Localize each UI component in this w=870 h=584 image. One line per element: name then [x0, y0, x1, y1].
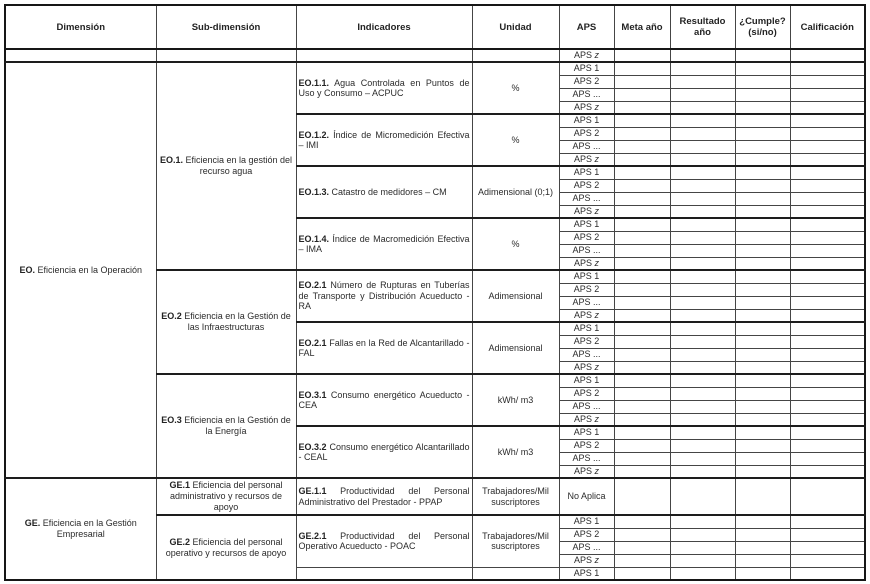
calificacion-cell	[790, 296, 865, 309]
subdimension-cell	[156, 49, 296, 62]
resultado-cell	[670, 49, 735, 62]
cumple-cell	[735, 49, 790, 62]
resultado-cell	[670, 374, 735, 387]
unit-cell: %	[472, 62, 559, 114]
aps-cell: APS 1	[559, 374, 614, 387]
calificacion-cell	[790, 426, 865, 439]
table-row	[5, 478, 865, 515]
aps-cell: APS 1	[559, 270, 614, 283]
calificacion-cell	[790, 166, 865, 179]
calificacion-cell	[790, 231, 865, 244]
aps-cell: APS 1	[559, 567, 614, 580]
cumple-cell	[735, 361, 790, 374]
meta-cell	[614, 192, 670, 205]
meta-cell	[614, 528, 670, 541]
aps-cell: APS z	[559, 554, 614, 567]
aps-cell: APS ...	[559, 400, 614, 413]
resultado-cell	[670, 567, 735, 580]
table-row	[5, 62, 865, 75]
meta-cell	[614, 257, 670, 270]
calificacion-cell	[790, 465, 865, 478]
subdimension-cell: EO.3 Eficiencia en la Gestión de la Energía	[156, 374, 296, 478]
meta-cell	[614, 439, 670, 452]
aps-cell: APS 1	[559, 114, 614, 127]
meta-cell	[614, 140, 670, 153]
resultado-cell	[670, 218, 735, 231]
calificacion-cell	[790, 348, 865, 361]
unit-cell	[472, 49, 559, 62]
aps-cell: APS 1	[559, 166, 614, 179]
meta-cell	[614, 127, 670, 140]
indicator-cell: EO.1.3. Catastro de medidores – CM	[296, 166, 472, 218]
unit-cell	[472, 567, 559, 580]
calificacion-cell	[790, 452, 865, 465]
indicator-cell: EO.3.1 Consumo energético Acueducto - CEA	[296, 374, 472, 426]
resultado-cell	[670, 75, 735, 88]
resultado-cell	[670, 114, 735, 127]
cumple-cell	[735, 452, 790, 465]
calificacion-cell	[790, 75, 865, 88]
resultado-cell	[670, 88, 735, 101]
unit-cell: Trabajadores/Mil suscriptores	[472, 515, 559, 567]
meta-cell	[614, 413, 670, 426]
cumple-cell	[735, 205, 790, 218]
meta-cell	[614, 270, 670, 283]
resultado-cell	[670, 335, 735, 348]
calificacion-cell	[790, 270, 865, 283]
resultado-cell	[670, 283, 735, 296]
unit-cell: Adimensional	[472, 322, 559, 374]
meta-cell	[614, 309, 670, 322]
resultado-cell	[670, 192, 735, 205]
cumple-cell	[735, 270, 790, 283]
calificacion-cell	[790, 439, 865, 452]
unit-cell: kWh/ m3	[472, 426, 559, 478]
aps-cell: APS z	[559, 153, 614, 166]
calificacion-cell	[790, 567, 865, 580]
resultado-cell	[670, 413, 735, 426]
meta-cell	[614, 218, 670, 231]
calificacion-cell	[790, 387, 865, 400]
meta-cell	[614, 244, 670, 257]
resultado-cell	[670, 62, 735, 75]
resultado-cell	[670, 257, 735, 270]
indicator-cell: EO.1.4. Índice de Macromedición Efectiva – IMA	[296, 218, 472, 270]
resultado-cell	[670, 205, 735, 218]
aps-cell: APS 2	[559, 283, 614, 296]
meta-cell	[614, 387, 670, 400]
cumple-cell	[735, 465, 790, 478]
meta-cell	[614, 296, 670, 309]
aps-cell: APS z	[559, 49, 614, 62]
cumple-cell	[735, 140, 790, 153]
resultado-cell	[670, 348, 735, 361]
meta-cell	[614, 114, 670, 127]
resultado-cell	[670, 166, 735, 179]
meta-cell	[614, 554, 670, 567]
resultado-cell	[670, 554, 735, 567]
calificacion-cell	[790, 101, 865, 114]
indicator-cell: EO.2.1 Número de Rupturas en Tuberías de Transporte y Distribución Acueducto - RA	[296, 270, 472, 322]
aps-cell: APS z	[559, 205, 614, 218]
cumple-cell	[735, 179, 790, 192]
resultado-cell	[670, 426, 735, 439]
calificacion-cell	[790, 244, 865, 257]
aps-cell: APS 2	[559, 127, 614, 140]
aps-cell: APS z	[559, 309, 614, 322]
resultado-cell	[670, 127, 735, 140]
resultado-cell	[670, 528, 735, 541]
cumple-cell	[735, 88, 790, 101]
calificacion-cell	[790, 554, 865, 567]
calificacion-cell	[790, 361, 865, 374]
meta-cell	[614, 205, 670, 218]
cumple-cell	[735, 257, 790, 270]
cumple-cell	[735, 244, 790, 257]
meta-cell	[614, 62, 670, 75]
resultado-cell	[670, 179, 735, 192]
calificacion-cell	[790, 192, 865, 205]
meta-cell	[614, 515, 670, 528]
calificacion-cell	[790, 541, 865, 554]
header-row	[5, 5, 865, 49]
calificacion-cell	[790, 335, 865, 348]
calificacion-cell	[790, 218, 865, 231]
calificacion-cell	[790, 257, 865, 270]
cumple-cell	[735, 528, 790, 541]
resultado-cell	[670, 153, 735, 166]
meta-cell	[614, 75, 670, 88]
meta-cell	[614, 179, 670, 192]
aps-cell: APS 2	[559, 439, 614, 452]
cumple-cell	[735, 166, 790, 179]
cumple-cell	[735, 309, 790, 322]
aps-cell: APS 1	[559, 218, 614, 231]
resultado-cell	[670, 478, 735, 515]
aps-cell: APS z	[559, 257, 614, 270]
resultado-cell	[670, 465, 735, 478]
cumple-cell	[735, 374, 790, 387]
meta-cell	[614, 374, 670, 387]
cumple-cell	[735, 515, 790, 528]
unit-cell: Trabajadores/Mil suscriptores	[472, 478, 559, 515]
resultado-cell	[670, 361, 735, 374]
subdimension-cell: GE.2 Eficiencia del personal operativo y recursos de apoyo	[156, 515, 296, 580]
cumple-cell	[735, 541, 790, 554]
aps-cell: APS ...	[559, 296, 614, 309]
meta-cell	[614, 153, 670, 166]
aps-cell: APS ...	[559, 88, 614, 101]
aps-cell: APS 2	[559, 231, 614, 244]
unit-cell: Adimensional (0;1)	[472, 166, 559, 218]
meta-cell	[614, 567, 670, 580]
resultado-cell	[670, 541, 735, 554]
meta-cell	[614, 283, 670, 296]
cumple-cell	[735, 348, 790, 361]
cumple-cell	[735, 400, 790, 413]
cumple-cell	[735, 101, 790, 114]
calificacion-cell	[790, 153, 865, 166]
header-subdimension: Sub-dimensión	[156, 5, 296, 49]
aps-cell: APS 1	[559, 515, 614, 528]
indicators-table	[4, 4, 866, 581]
cumple-cell	[735, 567, 790, 580]
meta-cell	[614, 361, 670, 374]
aps-cell: APS ...	[559, 541, 614, 554]
calificacion-cell	[790, 140, 865, 153]
resultado-cell	[670, 400, 735, 413]
meta-cell	[614, 49, 670, 62]
aps-cell: APS ...	[559, 348, 614, 361]
meta-cell	[614, 101, 670, 114]
aps-cell: APS z	[559, 413, 614, 426]
resultado-cell	[670, 322, 735, 335]
meta-cell	[614, 166, 670, 179]
meta-cell	[614, 541, 670, 554]
aps-cell: APS 2	[559, 75, 614, 88]
calificacion-cell	[790, 413, 865, 426]
aps-cell: APS 2	[559, 335, 614, 348]
aps-cell: APS 2	[559, 179, 614, 192]
indicator-cell	[296, 49, 472, 62]
resultado-cell	[670, 231, 735, 244]
resultado-cell	[670, 244, 735, 257]
cumple-cell	[735, 439, 790, 452]
aps-cell: No Aplica	[559, 478, 614, 515]
cumple-cell	[735, 335, 790, 348]
subdimension-cell: EO.1. Eficiencia en la gestión del recurso agua	[156, 62, 296, 270]
meta-cell	[614, 400, 670, 413]
aps-cell: APS ...	[559, 140, 614, 153]
cumple-cell	[735, 478, 790, 515]
dimension-cell	[5, 49, 156, 62]
aps-cell: APS ...	[559, 192, 614, 205]
meta-cell	[614, 348, 670, 361]
calificacion-cell	[790, 478, 865, 515]
meta-cell	[614, 465, 670, 478]
header-cumple: ¿Cumple? (si/no)	[735, 5, 790, 49]
aps-cell: APS 1	[559, 322, 614, 335]
cumple-cell	[735, 296, 790, 309]
aps-cell: APS 1	[559, 426, 614, 439]
meta-cell	[614, 322, 670, 335]
cumple-cell	[735, 322, 790, 335]
resultado-cell	[670, 439, 735, 452]
calificacion-cell	[790, 205, 865, 218]
header-unit: Unidad	[472, 5, 559, 49]
unit-cell: %	[472, 218, 559, 270]
calificacion-cell	[790, 322, 865, 335]
calificacion-cell	[790, 309, 865, 322]
calificacion-cell	[790, 528, 865, 541]
aps-cell: APS z	[559, 465, 614, 478]
aps-cell: APS z	[559, 101, 614, 114]
dimension-cell: GE. Eficiencia en la Gestión Empresarial	[5, 478, 156, 580]
indicator-cell: EO.1.2. Índice de Micromedición Efectiva – IMI	[296, 114, 472, 166]
header-resultado: Resultado año	[670, 5, 735, 49]
table-row	[5, 49, 865, 62]
indicator-cell: EO.2.1 Fallas en la Red de Alcantarillado - FAL	[296, 322, 472, 374]
cumple-cell	[735, 231, 790, 244]
cumple-cell	[735, 426, 790, 439]
unit-cell: kWh/ m3	[472, 374, 559, 426]
aps-cell: APS ...	[559, 452, 614, 465]
meta-cell	[614, 426, 670, 439]
calificacion-cell	[790, 127, 865, 140]
meta-cell	[614, 335, 670, 348]
cumple-cell	[735, 62, 790, 75]
resultado-cell	[670, 515, 735, 528]
meta-cell	[614, 478, 670, 515]
resultado-cell	[670, 296, 735, 309]
calificacion-cell	[790, 374, 865, 387]
meta-cell	[614, 452, 670, 465]
resultado-cell	[670, 270, 735, 283]
indicator-cell: GE.1.1 Productividad del Personal Administrativo del Prestador - PPAP	[296, 478, 472, 515]
cumple-cell	[735, 153, 790, 166]
subdimension-cell: EO.2 Eficiencia en la Gestión de las Infraestructuras	[156, 270, 296, 374]
header-calificacion: Calificación	[790, 5, 865, 49]
aps-cell: APS 1	[559, 62, 614, 75]
cumple-cell	[735, 75, 790, 88]
meta-cell	[614, 88, 670, 101]
header-meta: Meta año	[614, 5, 670, 49]
calificacion-cell	[790, 62, 865, 75]
cumple-cell	[735, 413, 790, 426]
calificacion-cell	[790, 400, 865, 413]
header-indicators: Indicadores	[296, 5, 472, 49]
header-dimension: Dimensión	[5, 5, 156, 49]
unit-cell: Adimensional	[472, 270, 559, 322]
aps-cell: APS 2	[559, 387, 614, 400]
aps-cell: APS ...	[559, 244, 614, 257]
cumple-cell	[735, 192, 790, 205]
cumple-cell	[735, 387, 790, 400]
unit-cell: %	[472, 114, 559, 166]
meta-cell	[614, 231, 670, 244]
cumple-cell	[735, 127, 790, 140]
indicator-cell: EO.1.1. Agua Controlada en Puntos de Uso y Consumo – ACPUC	[296, 62, 472, 114]
indicator-cell	[296, 567, 472, 580]
indicator-cell: GE.2.1 Productividad del Personal Operativo Acueducto - POAC	[296, 515, 472, 567]
header-aps: APS	[559, 5, 614, 49]
subdimension-cell: GE.1 Eficiencia del personal administrativo y recursos de apoyo	[156, 478, 296, 515]
calificacion-cell	[790, 114, 865, 127]
cumple-cell	[735, 554, 790, 567]
calificacion-cell	[790, 515, 865, 528]
calificacion-cell	[790, 179, 865, 192]
resultado-cell	[670, 101, 735, 114]
dimension-cell: EO. Eficiencia en la Operación	[5, 62, 156, 478]
aps-cell: APS z	[559, 361, 614, 374]
cumple-cell	[735, 218, 790, 231]
resultado-cell	[670, 387, 735, 400]
resultado-cell	[670, 140, 735, 153]
resultado-cell	[670, 309, 735, 322]
indicator-cell: EO.3.2 Consumo energético Alcantarillado - CEAL	[296, 426, 472, 478]
calificacion-cell	[790, 49, 865, 62]
cumple-cell	[735, 114, 790, 127]
cumple-cell	[735, 283, 790, 296]
resultado-cell	[670, 452, 735, 465]
calificacion-cell	[790, 283, 865, 296]
aps-cell: APS 2	[559, 528, 614, 541]
calificacion-cell	[790, 88, 865, 101]
